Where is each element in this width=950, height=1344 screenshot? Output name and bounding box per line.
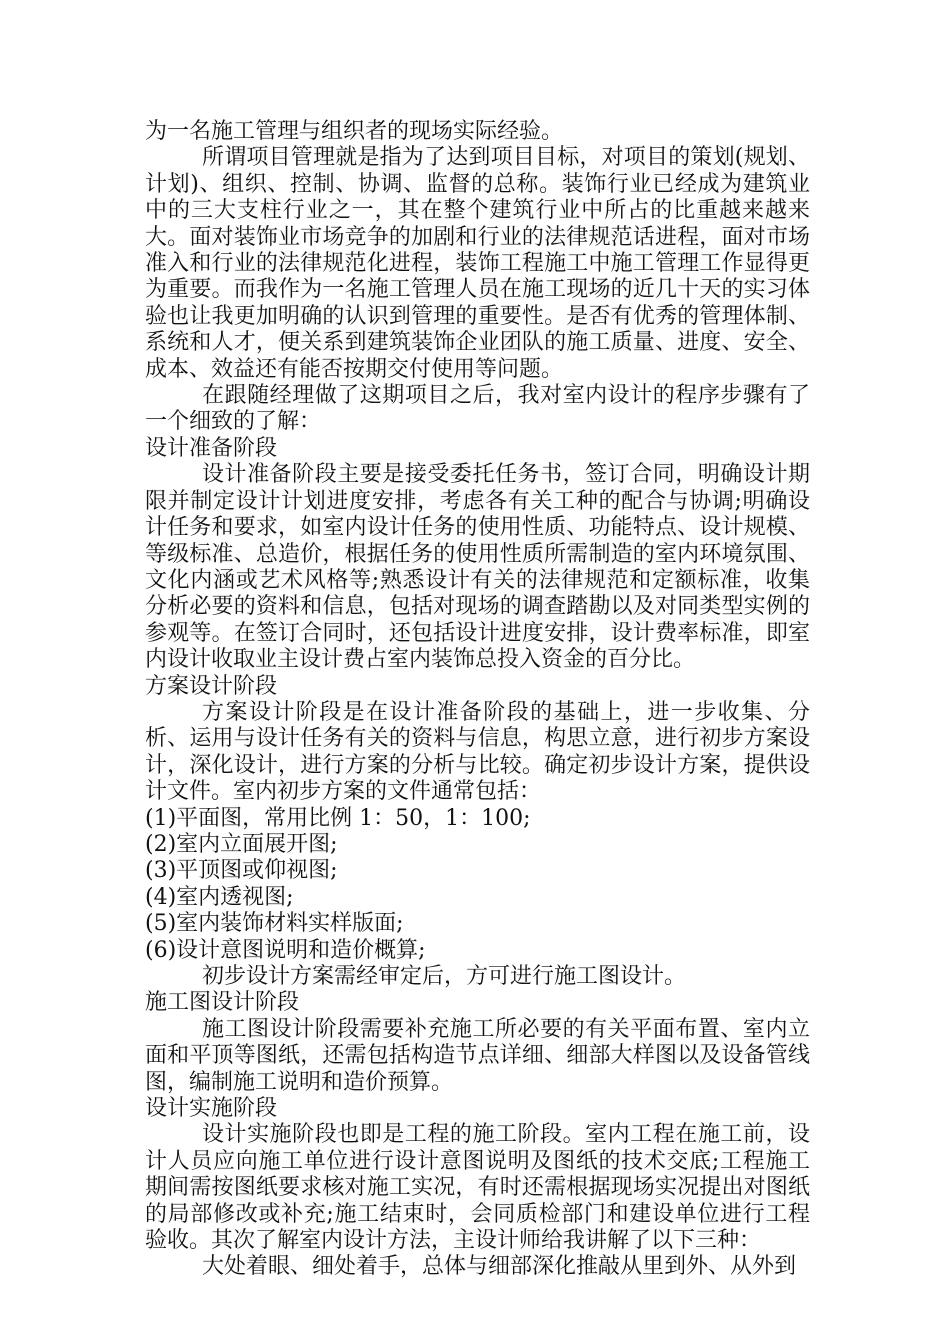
paragraph-construction-drawing: 施工图设计阶段需要补充施工所必要的有关平面布置、室内立面和平顶等图纸，还需包括构造节点详细、细部大样图以及设备管线图，编制施工说明和造价预算。 [145,1016,810,1095]
list-item: (2)室内立面展开图; [145,831,338,857]
paragraph-design-implementation: 设计实施阶段也即是工程的施工阶段。室内工程在施工前，设计人员应向施工单位进行设计意图说明及图纸的技术交底;工程施工期间需按图纸要求核对施工实况，有时还需根据现场实况提出对图纸的局部修改或补充;施工结束时，会同质检部门和建设单位进行工程验收。其次了解室内设计方法，主设计师给我讲解了以下三种： [145,1122,810,1254]
document-page [145,119,810,1281]
list-item: (1)平面图，常用比例 1：50，1：100; [145,805,531,831]
section-heading-design-preparation: 设计准备阶段 [145,435,278,461]
section-heading-construction-drawing: 施工图设计阶段 [145,990,300,1016]
section-heading-design-implementation: 设计实施阶段 [145,1096,278,1122]
list-item: (3)平顶图或仰视图; [145,858,338,884]
paragraph-design-preparation: 设计准备阶段主要是接受委托任务书，签订合同，明确设计期限并制定设计计划进度安排，考虑各有关工种的配合与协调;明确设计任务和要求，如室内设计任务的使用性质、功能特点、设计规模、等级标准、总造价，根据任务的使用性质所需制造的室内环境氛围、文化内涵或艺术风格等;熟悉设计有关的法律规范和定额标准，收集分析必要的资料和信息，包括对现场的调查踏勘以及对同类型实例的参观等。在签订合同时，还包括设计进度安排，设计费率标准，即室内设计收取业主设计费占室内装饰总投入资金的百分比。 [145,462,810,673]
paragraph-scheme-design: 方案设计阶段是在设计准备阶段的基础上，进一步收集、分析、运用与设计任务有关的资料与信息，构思立意，进行初步方案设计，深化设计，进行方案的分析与比较。确定初步设计方案，提供设计文件。室内初步方案的文件通常包括： [145,699,810,805]
list-item: (4)室内透视图; [145,884,294,910]
list-item: (6)设计意图说明和造价概算; [145,937,426,963]
paragraph-design-procedure-intro: 在跟随经理做了这期项目之后，我对室内设计的程序步骤有了一个细致的了解： [145,383,810,435]
paragraph-continued: 为一名施工管理与组织者的现场实际经验。 [145,119,564,144]
paragraph-project-management: 所谓项目管理就是指为了达到项目目标，对项目的策划(规划、计划)、组织、控制、协调、监督的总称。装饰行业已经成为建筑业中的三大支柱行业之一，其在整个建筑行业中所占的比重越来越来大。面对装饰业市场竞争的加剧和行业的法律规范话进程，面对市场准入和行业的法律规范化进程，装饰工程施工中施工管理工作显得更为重要。而我作为一名施工管理人员在施工现场的近几十天的实习体验也让我更加明确的认识到管理的重要性。是否有优秀的管理体制、系统和人才，便关系到建筑装饰企业团队的施工质量、进度、安全、成本、效益还有能否按期交付使用等问题。 [145,145,810,382]
paragraph-approval-note: 初步设计方案需经审定后，方可进行施工图设计。 [202,964,687,989]
list-item: (5)室内装饰材料实样版面; [145,911,404,937]
paragraph-design-methods-start: 大处着眼、细处着手，总体与细部深化推敲从里到外、从外到 [202,1254,797,1280]
section-heading-scheme-design: 方案设计阶段 [145,673,278,699]
